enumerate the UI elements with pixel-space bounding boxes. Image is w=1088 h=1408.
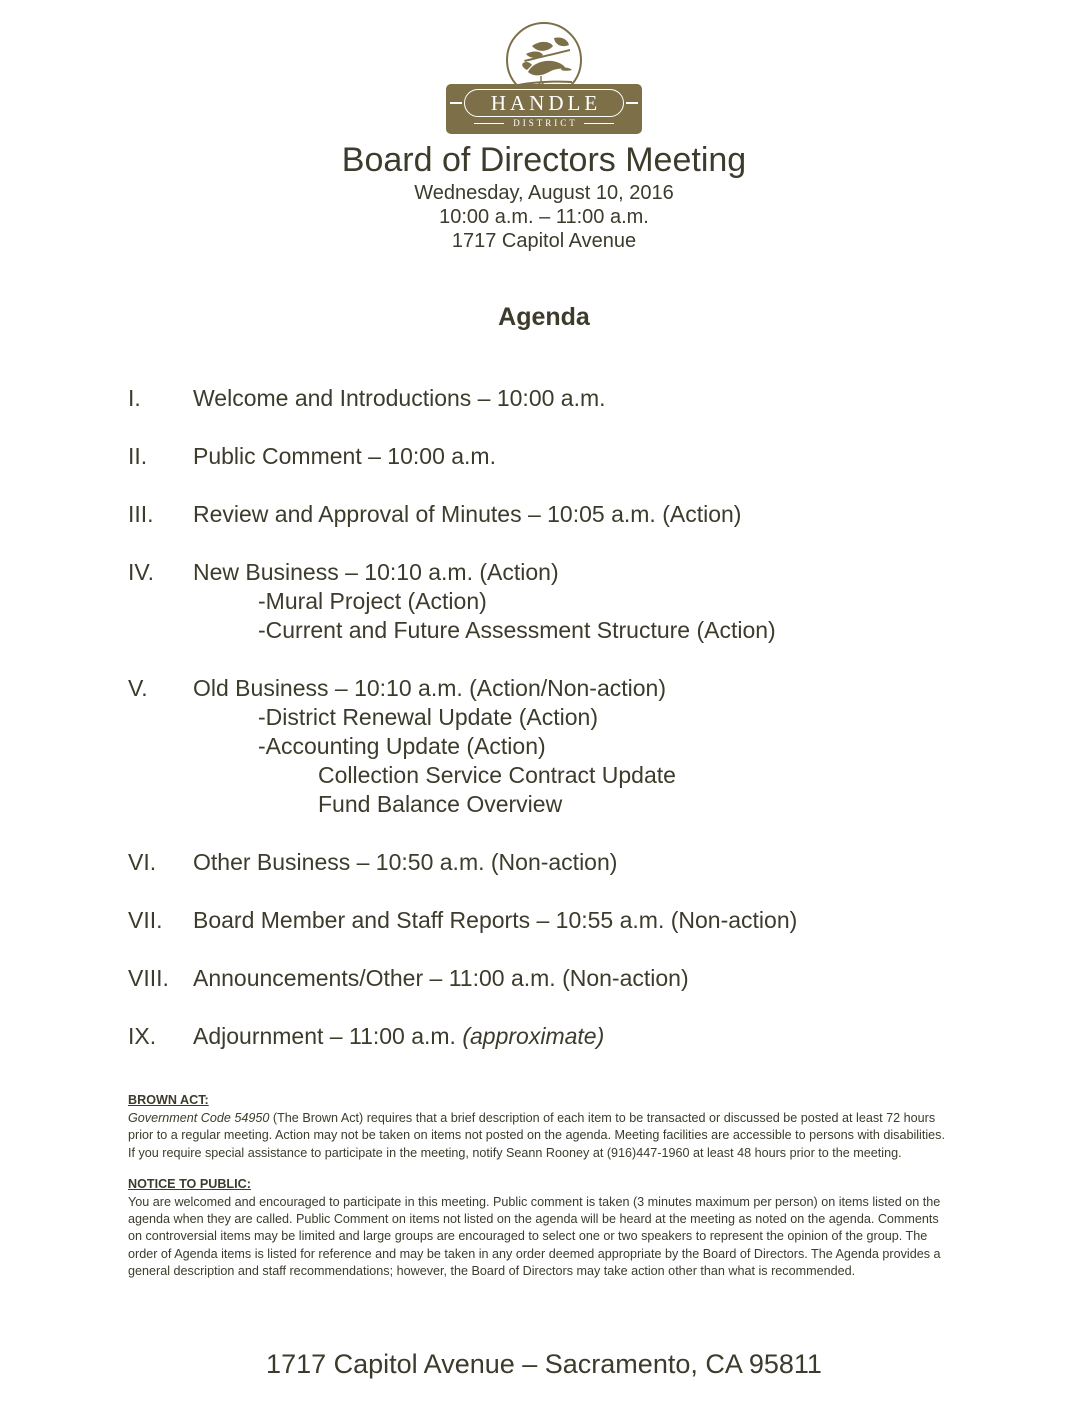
notice-body [128, 1194, 954, 1280]
agenda-heading: Agenda [498, 303, 590, 331]
agenda-item-row [128, 906, 1008, 935]
agenda-item-numeral: VIII. [128, 965, 169, 991]
agenda-item-label-plain: Adjournment – 11:00 a.m. [193, 1023, 463, 1049]
logo-banner-outline [464, 89, 624, 117]
agenda-item-row [128, 964, 1008, 993]
agenda-subitem: Fund Balance Overview [318, 791, 563, 817]
logo-wordmark: HANDLE [490, 90, 602, 115]
agenda-item [128, 442, 1008, 471]
notice-body-italic-lead: Government Code 54950 [128, 1111, 270, 1126]
notice-block [128, 1176, 954, 1280]
agenda-item-label: Welcome and Introductions – 10:00 a.m. [193, 385, 606, 411]
agenda-item [128, 848, 1008, 877]
notices-section [128, 1092, 954, 1280]
notice-heading-row [128, 1176, 954, 1194]
subwordmark-rule-right [584, 123, 614, 125]
footer-address: 1717 Capitol Avenue – Sacramento, CA 95811 [266, 1349, 822, 1379]
meeting-date: Wednesday, August 10, 2016 [414, 182, 674, 204]
agenda-item-label: Review and Approval of Minutes – 10:05 a.m. (Action) [193, 501, 742, 527]
agenda-item-row [128, 674, 1008, 703]
banner-rule-right [626, 102, 638, 104]
agenda-item-row [128, 558, 1008, 587]
agenda-list [128, 384, 1008, 1051]
banner-rule-left [450, 102, 462, 104]
agenda-item-numeral: I. [128, 385, 141, 411]
agenda-item [128, 558, 1008, 645]
agenda-item-label: Other Business – 10:50 a.m. (Non-action) [193, 849, 618, 875]
handle-district-logo [0, 22, 1088, 134]
agenda-item-label: Board Member and Staff Reports – 10:55 a.m. (Non-action) [193, 907, 798, 933]
agenda-subitem: -District Renewal Update (Action) [258, 704, 599, 730]
agenda-item-label: Old Business – 10:10 a.m. (Action/Non-action) [193, 675, 667, 701]
agenda-item-numeral: VII. [128, 907, 163, 933]
meeting-location: 1717 Capitol Avenue [451, 230, 637, 252]
agenda-item-row [128, 500, 1008, 529]
agenda-item [128, 906, 1008, 935]
notice-body-text: (The Brown Act) requires that a brief description of each item to be transacted or discussed be posted at least 72 hours prior to a regular meeting. Action may not be taken on items not posted on the agenda. Meeting facilities are accessible to persons with disabilities. If you require special assistance to participate in the meeting, notify Seann Rooney at (916)447-1960 at least 48 hours prior to the meeting. [128, 1111, 945, 1160]
notice-block [128, 1092, 954, 1162]
agenda-item [128, 384, 1008, 413]
notice-title: NOTICE TO PUBLIC: [128, 1176, 251, 1191]
agenda-item-numeral: VI. [128, 849, 157, 875]
agenda-item-label-italic: (approximate) [462, 1023, 605, 1049]
agenda-subitem: -Current and Future Assessment Structure (Action) [258, 617, 776, 643]
agenda-item-row [128, 442, 1008, 471]
agenda-subitem: Collection Service Contract Update [318, 762, 676, 788]
agenda-item-numeral: V. [128, 675, 148, 701]
agenda-item-numeral: IV. [128, 559, 155, 585]
agenda-subitem: -Accounting Update (Action) [258, 733, 546, 759]
agenda-item-label: Announcements/Other – 11:00 a.m. (Non-action) [193, 965, 689, 991]
agenda-item [128, 964, 1008, 993]
agenda-item [128, 674, 1008, 819]
agenda-item [128, 1022, 1008, 1051]
meeting-time: 10:00 a.m. – 11:00 a.m. [439, 206, 649, 228]
notice-heading-row [128, 1092, 954, 1110]
agenda-item-row [128, 1022, 1008, 1051]
subwordmark-rule-left [474, 123, 504, 125]
agenda-item-row [128, 384, 1008, 413]
agenda-item [128, 500, 1008, 529]
agenda-item-row [128, 848, 1008, 877]
agenda-item-numeral: III. [128, 501, 154, 527]
agenda-item-label: Public Comment – 10:00 a.m. [193, 443, 496, 469]
logo-banner [446, 84, 642, 134]
notice-body [128, 1110, 954, 1162]
agenda-subitem-list [128, 587, 1008, 645]
page-title: Board of Directors Meeting [341, 141, 747, 179]
notice-title: BROWN ACT: [128, 1093, 209, 1107]
agenda-subitem-list [128, 703, 1008, 819]
agenda-item-numeral: II. [128, 443, 148, 469]
agenda-subitem: -Mural Project (Action) [258, 588, 487, 614]
notice-body-text: You are welcomed and encouraged to participate in this meeting. Public comment is taken (3 minutes maximum per person) on items listed on the agenda when they are called. Public Comment on items not listed on the agenda will be heard at the meeting as noted on the agenda. Comments on controversial items may be limited and large groups are encouraged to select one or two speakers to represent the opinion of the group. The order of Agenda items is listed for reference and may be taken in any order deemed appropriate by the Board of Directors. The Agenda provides a general description and staff recommendations; however, the Board of Directors may take action other than what is recommended. [128, 1195, 941, 1278]
logo-subwordmark-row [446, 119, 642, 128]
agenda-item-numeral: IX. [128, 1023, 157, 1049]
agenda-item-label: New Business – 10:10 a.m. (Action) [193, 559, 559, 585]
agenda-item-label [193, 1022, 1008, 1051]
logo-subwordmark: DISTRICT [513, 118, 578, 128]
